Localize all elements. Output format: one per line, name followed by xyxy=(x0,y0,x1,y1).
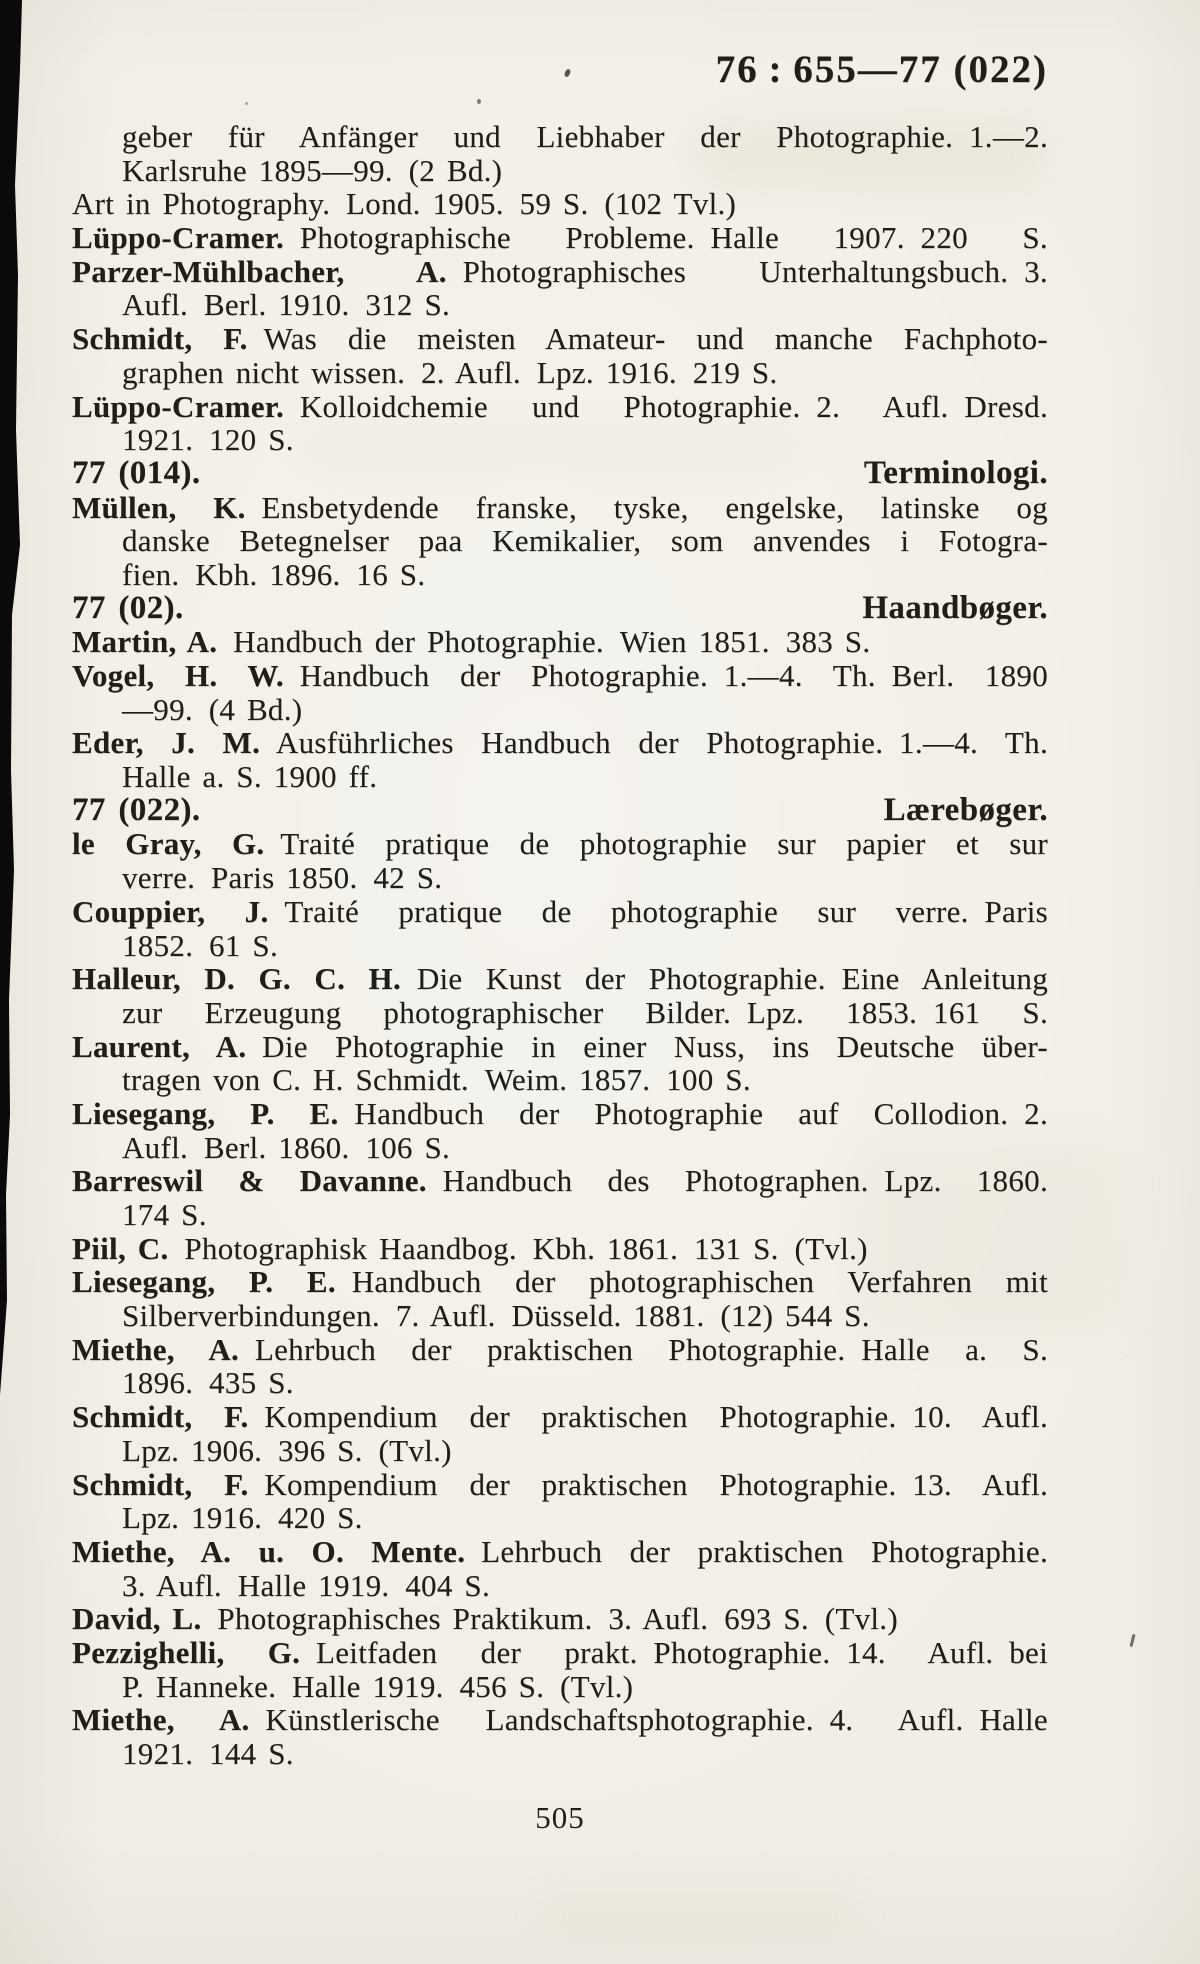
entry-line: 1896. 435 S. xyxy=(122,1365,294,1401)
entry-line: Schmidt, F. Kompendium der praktischen Photographie. 10. Aufl. xyxy=(72,1399,1049,1435)
author-name: Miethe, A. xyxy=(72,1331,240,1367)
author-name: Eder, J. M. xyxy=(72,725,261,761)
author-name: Lüppo-Cramer. xyxy=(72,220,285,256)
entry-line: verre. Paris 1850. 42 S. xyxy=(122,860,443,896)
author-name: Couppier, J. xyxy=(72,893,269,929)
page-number: 505 xyxy=(535,1800,585,1835)
entry-line: Eder, J. M. Ausführliches Handbuch der Photographie. 1.—4. Th. xyxy=(72,725,1048,761)
entry-line: zur Erzeugung photographischer Bilder. Lpz. 1853. 161 S. xyxy=(122,994,1048,1030)
entry-line: geber für Anfänger und Liebhaber der Photographie. 1.—2. xyxy=(122,119,1048,154)
entry-line: Lpz. 1916. 420 S. xyxy=(122,1500,363,1536)
text-column xyxy=(72,120,1048,1771)
author-name: David, L. xyxy=(72,1601,202,1637)
entry-line: David, L. Photographisches Praktikum. 3. Aufl. 693 S. (Tvl.) xyxy=(72,1601,898,1637)
entry-line: Barreswil & Davanne. Handbuch des Photographen. Lpz. 1860. xyxy=(72,1163,1048,1199)
entry-line: —99. (4 Bd.) xyxy=(122,691,303,727)
entry-line: Halle a. S. 1900 ff. xyxy=(122,759,378,795)
entry-line: Miethe, A. u. O. Mente. Lehrbuch der praktischen Photographie. xyxy=(72,1533,1049,1569)
section-heading xyxy=(72,589,1048,626)
entry-line: Lpz. 1906. 396 S. (Tvl.) xyxy=(122,1432,452,1468)
entry-line: Liesegang, P. E. Handbuch der photographischen Verfahren mit xyxy=(72,1264,1048,1300)
author-name: Martin, A. xyxy=(72,624,218,660)
entry-line: Müllen, K. Ensbetydende franske, tyske, engelske, latinske og xyxy=(72,489,1048,525)
entry-line: P. Hanneke. Halle 1919. 456 S. (Tvl.) xyxy=(122,1668,634,1704)
author-name: Halleur, D. G. C. H. xyxy=(72,961,402,997)
entry-line: 3. Aufl. Halle 1919. 404 S. xyxy=(122,1567,490,1603)
entry-line: Couppier, J. Traité pratique de photographie sur verre. Paris xyxy=(72,893,1048,929)
entry-line: Karlsruhe 1895—99. (2 Bd.) xyxy=(122,152,503,188)
entry-line: tragen von C. H. Schmidt. Weim. 1857. 100 S. xyxy=(122,1062,751,1098)
section-heading xyxy=(72,454,1048,491)
author-name: Miethe, A. u. O. Mente. xyxy=(72,1533,466,1569)
entry-line: Silberverbindungen. 7. Aufl. Düsseld. 1881. (12) 544 S. xyxy=(122,1298,870,1334)
author-name: Lüppo-Cramer. xyxy=(72,388,285,424)
entry-line: 174 S. xyxy=(122,1197,207,1232)
section-title: Lærebøger. xyxy=(883,791,1048,828)
section-number: 77 (02). xyxy=(72,589,184,626)
entry-line: Parzer-Mühlbacher, A. Photographisches Unterhaltungsbuch. 3. xyxy=(72,253,1048,289)
entry-line: Schmidt, F. Was die meisten Amateur- und manche Fachphoto- xyxy=(72,321,1048,357)
author-name: Schmidt, F. xyxy=(72,1399,249,1435)
entry-line: Lüppo-Cramer. Kolloidchemie und Photographie. 2. Aufl. Dresd. xyxy=(72,388,1048,424)
show-through-smudge xyxy=(540,1890,860,1940)
author-name: Piil, C. xyxy=(72,1230,169,1266)
entry-line: 1921. 120 S. xyxy=(122,422,294,458)
entry-line: danske Betegnelser paa Kemikalier, som anvendes i Fotogra- xyxy=(122,523,1048,559)
entry-line: Liesegang, P. E. Handbuch der Photographie auf Collodion. 2. xyxy=(72,1095,1048,1131)
author-name: Barreswil & Davanne. xyxy=(72,1163,427,1199)
entry-line: 1852. 61 S. xyxy=(122,927,279,963)
entry-line: Schmidt, F. Kompendium der praktischen Photographie. 13. Aufl. xyxy=(72,1466,1049,1502)
entry-line: Lüppo-Cramer. Photographische Probleme. Halle 1907. 220 S. xyxy=(72,220,1048,256)
entry-line: Halleur, D. G. C. H. Die Kunst der Photographie. Eine Anleitung xyxy=(72,961,1048,997)
entry-line: 1921. 144 S. xyxy=(122,1736,294,1771)
author-name: Pezzighelli, G. xyxy=(72,1634,301,1670)
author-name: Liesegang, P. E. xyxy=(72,1095,339,1131)
author-name: Müllen, K. xyxy=(72,489,246,525)
entry-line: Piil, C. Photographisk Haandbog. Kbh. 1861. 131 S. (Tvl.) xyxy=(72,1230,868,1266)
entry-line: Aufl. Berl. 1910. 312 S. xyxy=(122,287,451,323)
section-title: Haandbøger. xyxy=(862,589,1048,626)
author-name: Vogel, H. W. xyxy=(72,658,284,693)
scan-speck xyxy=(477,99,481,104)
author-name: Laurent, A. xyxy=(72,1028,247,1064)
entry-line: Martin, A. Handbuch der Photographie. Wien 1851. 383 S. xyxy=(72,624,871,660)
entry-line: le Gray, G. Traité pratique de photographie sur papier et sur xyxy=(72,826,1048,862)
author-name: Schmidt, F. xyxy=(72,1466,249,1502)
author-name: Parzer-Mühlbacher, A. xyxy=(72,253,447,289)
entry-line: Laurent, A. Die Photographie in einer Nuss, ins Deutsche über- xyxy=(72,1028,1049,1064)
section-heading xyxy=(72,791,1048,828)
author-name: Schmidt, F. xyxy=(72,321,248,357)
entry-line: fien. Kbh. 1896. 16 S. xyxy=(122,556,426,592)
section-title: Terminologi. xyxy=(863,454,1048,491)
entry-line: Pezzighelli, G. Leitfaden der prakt. Photographie. 14. Aufl. bei xyxy=(72,1634,1048,1670)
entry-line: graphen nicht wissen. 2. Aufl. Lpz. 1916. 219 S. xyxy=(122,354,778,390)
binding-shadow xyxy=(0,0,26,1410)
section-number: 77 (022). xyxy=(72,791,201,828)
scan-speck xyxy=(1129,1634,1135,1647)
entry-line: Aufl. Berl. 1860. 106 S. xyxy=(122,1129,451,1165)
scan-speck xyxy=(245,102,248,105)
entry-line: Miethe, A. Lehrbuch der praktischen Photographie. Halle a. S. xyxy=(72,1331,1048,1367)
author-name: Liesegang, P. E. xyxy=(72,1264,336,1300)
entry-line: Vogel, H. W. Handbuch der Photographie. 1.—4. Th. Berl. 1890 xyxy=(72,658,1048,693)
entry-line: Art in Photography. Lond. 1905. 59 S. (102 Tvl.) xyxy=(72,186,737,222)
section-number: 77 (014). xyxy=(72,454,201,491)
entry-line: Miethe, A. Künstlerische Landschaftsphotographie. 4. Aufl. Halle xyxy=(72,1702,1048,1738)
author-name: Miethe, A. xyxy=(72,1702,250,1738)
author-name: le Gray, G. xyxy=(72,826,265,862)
running-head-classification: 76 : 655—77 (022) xyxy=(715,48,1048,91)
